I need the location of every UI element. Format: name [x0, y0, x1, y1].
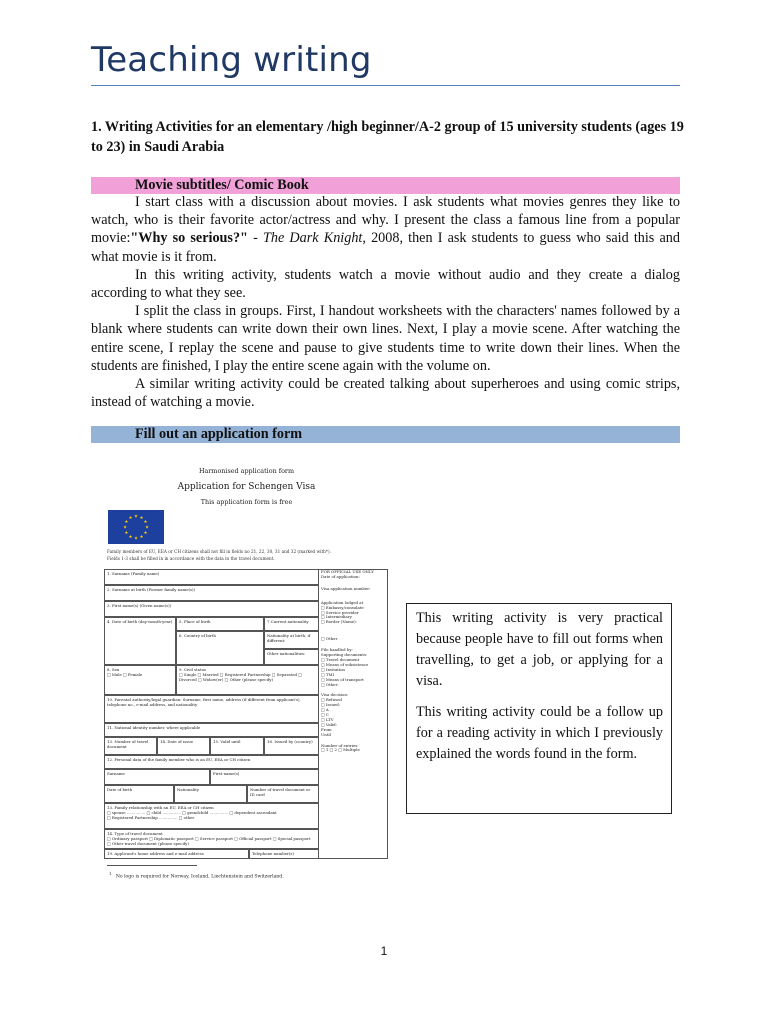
side-item: □ Travel document — [321, 656, 360, 662]
field-sex — [104, 665, 176, 695]
side-item: Application lodged at — [321, 599, 364, 605]
field-issued-by: 16. Issued by (country) — [264, 737, 319, 755]
side-item: □ Invitation — [321, 666, 345, 672]
field-date-of-issue: 14. Date of issue — [157, 737, 210, 755]
p1-end: , 2008, then I ask students to guess who said this and what movie is it from. — [91, 230, 680, 265]
side-item: □ Service provider — [321, 609, 359, 615]
side-item: File handled by: — [321, 647, 353, 653]
field-country-of-birth: 6. Country of birth — [176, 631, 264, 665]
field-current-nationality: 7.Current nationality — [264, 617, 319, 631]
side-item: □ Intermediary — [321, 614, 352, 620]
side-item: □ C — [321, 712, 329, 718]
side-item: □ Border (Name): — [321, 619, 357, 625]
side-item: □ Means of transport — [321, 676, 364, 682]
eu-star-icon: ★ — [143, 531, 148, 537]
eu-star-icon: ★ — [139, 535, 144, 541]
field-fm-doc-number: Number of travel document or ID card — [247, 785, 319, 803]
p1-dash: - — [247, 230, 263, 247]
form-footnote — [109, 871, 284, 880]
film-title: The Dark Knight — [262, 230, 363, 247]
famous-quote: "Why so serious?" — [130, 230, 248, 247]
eu-star-icon: ★ — [128, 516, 133, 522]
side-item: □ Embassy/consulate — [321, 604, 364, 610]
eu-star-icon: ★ — [143, 520, 148, 526]
side-item: □ Valid: — [321, 721, 337, 727]
civil-status-options: □ Single □ Married □ Registered Partnership □ Separated □ Divorced □ Widow(er) □ Other (please specify) — [179, 672, 302, 682]
paragraph-1 — [91, 193, 680, 266]
field-travel-doc-number: 13. Number of travel document — [104, 737, 157, 755]
field-national-id: 11. National identity number, where applicable — [104, 723, 319, 737]
movie-section-heading: Movie subtitles/ Comic Book — [91, 177, 680, 194]
side-item: □ 1 □ 2 □ Multiple — [321, 747, 360, 753]
application-section-heading: Fill out an application form — [91, 426, 680, 443]
eu-star-icon: ★ — [124, 520, 129, 526]
side-item: □ Means of subsistence — [321, 661, 369, 667]
page-title: Teaching writing — [91, 40, 372, 80]
title-divider — [91, 85, 680, 86]
footnote-marker: 1 — [109, 871, 112, 876]
relationship-options-1: □ spouse ............... □ child ............... □ grandchild ............... □ dependent ascendant — [107, 810, 277, 815]
sex-options: □ Male □ Female — [107, 672, 143, 677]
side-item: □ Issued: — [321, 702, 341, 708]
field-fm-nationality: Nationality — [174, 785, 247, 803]
callout-box — [406, 603, 672, 814]
form-note-2: Fields 1-3 shall be filled in in accordance with the data in the travel document. — [107, 556, 275, 561]
eu-star-icon: ★ — [133, 514, 139, 520]
side-item: □ TMI — [321, 671, 335, 677]
footnote-divider — [107, 865, 197, 866]
side-item: Visa decision: — [321, 692, 349, 698]
field-guardian: 10. Parental authority/legal guardian: Surname, first name, address (if different from applicant's), telephone no., e-mail address, and nationality — [104, 695, 319, 723]
field-civil-status — [176, 665, 319, 695]
field-nationality-at-birth: Nationality at birth, if different: — [264, 631, 319, 649]
eu-star-icon: ★ — [122, 525, 128, 531]
page-number: 1 — [380, 944, 388, 958]
field-fm-surname: Surname — [104, 769, 210, 785]
callout-paragraph-1: This writing activity is very practical because people have to fill out forms when travelling, to get a job, or applying for a visa. — [416, 610, 663, 689]
eu-star-icon: ★ — [128, 535, 133, 541]
official-use-label: FOR OFFICIAL USE ONLY — [321, 569, 374, 574]
sex-label: 8. Sex — [107, 667, 120, 672]
side-item: Number of entries: — [321, 742, 359, 748]
field-fm-first-names: First name(s) — [210, 769, 319, 785]
paragraph-2: In this writing activity, students watch a movie without audio and they create a dialog according to what they see. — [91, 266, 680, 302]
footnote-text: No logo is required for Norway, Iceland, Liechtenstein and Switzerland. — [115, 874, 284, 880]
field-surname-at-birth: 2. Surname at birth (Former family name(s)) — [104, 585, 319, 601]
form-note-1: Family members of EU, EEA or CH citizens shall not fill in fields no 21, 22, 30, 31 and 32 (marked with*). — [107, 549, 331, 554]
eu-star-icon: ★ — [124, 531, 129, 537]
doc-type-options-1: □ Ordinary passport □ Diplomatic passport □ Service passport □ Official passport □ Special passport — [107, 836, 311, 841]
field-fm-dob: Date of birth — [104, 785, 174, 803]
side-item: □ Refused — [321, 697, 342, 703]
eu-star-icon: ★ — [139, 516, 144, 522]
p1-intro: I start class with a discussion about movies. I ask students what movies genres they like to watch, who is their favorite actor/actress and why. I present the class a famous line from a popular movie: — [91, 194, 680, 247]
side-item: Supporting documents: — [321, 652, 368, 658]
field-valid-until: 15. Valid until — [210, 737, 264, 755]
field-family-relationship — [104, 803, 319, 829]
side-item: Until — [321, 731, 331, 737]
side-item: Visa application number: — [321, 585, 371, 591]
form-line-2: Application for Schengen Visa — [177, 482, 316, 492]
section-heading: 1. Writing Activities for an elementary /high beginner/A-2 group of 15 university students (ages 19 to 23) in Saudi Arabia — [91, 119, 684, 155]
field-other-nationalities: Other nationalities: — [264, 649, 319, 665]
field-telephone: Telephone number(s) — [249, 849, 319, 859]
relationship-label: 13. Family relationship with an EU, EEA or CH citizen — [107, 805, 214, 810]
form-line-3: This application form is free — [200, 498, 293, 506]
side-item: □ LTV — [321, 716, 334, 722]
field-family-member: 12. Personal data of the family member who is an EU, EEA or CH citizen — [104, 755, 319, 769]
relationship-options-2: □ Registered Partnership ............... □ other — [107, 815, 195, 820]
eu-star-icon: ★ — [133, 536, 139, 542]
paragraph-4: A similar writing activity could be created talking about superheroes and using comic strips, instead of watching a movie. — [91, 376, 680, 411]
paragraph-3: I split the class in groups. First, I handout worksheets with the characters' names followed by a blank where students can write down their own lines. Next, I play a movie scene. After watching the entire scene, I replay the scene and pause to give students time to write down their lines. When the students are finished, I play the entire scene again with the volume on. — [91, 303, 680, 374]
field-first-names: 3. First name(s) (Given name(s)) — [104, 601, 319, 617]
form-grid — [103, 569, 390, 859]
side-item: From — [321, 726, 332, 732]
movie-section-body — [91, 193, 680, 411]
eu-flag-icon — [108, 510, 164, 544]
doc-type-label: 14. Type of travel document — [107, 831, 163, 836]
field-date-of-birth: 4. Date of birth (day-month-year) — [104, 617, 176, 665]
field-travel-doc-type — [104, 829, 319, 849]
field-place-of-birth: 5. Place of birth — [176, 617, 264, 631]
side-item: □ Other: — [321, 681, 339, 687]
form-line-1: Harmonised application form — [198, 467, 295, 475]
field-home-address: 19. Applicant's home address and e-mail address — [104, 849, 249, 859]
side-item: □ A — [321, 707, 329, 713]
side-item: Date of application: — [321, 573, 360, 579]
side-item: □ Other — [321, 636, 338, 642]
callout-paragraph-2: This writing activity could be a follow up for a reading activity in which I previously explained the words found in the form. — [416, 704, 663, 762]
doc-type-options-2: □ Other travel document (please specify) — [107, 841, 189, 846]
field-surname: 1. Surname (Family name) — [104, 569, 319, 585]
official-use-column — [319, 569, 389, 859]
eu-star-icon: ★ — [144, 525, 150, 531]
civil-status-label: 9. Civil status — [179, 667, 207, 672]
schengen-form-image — [103, 461, 390, 891]
